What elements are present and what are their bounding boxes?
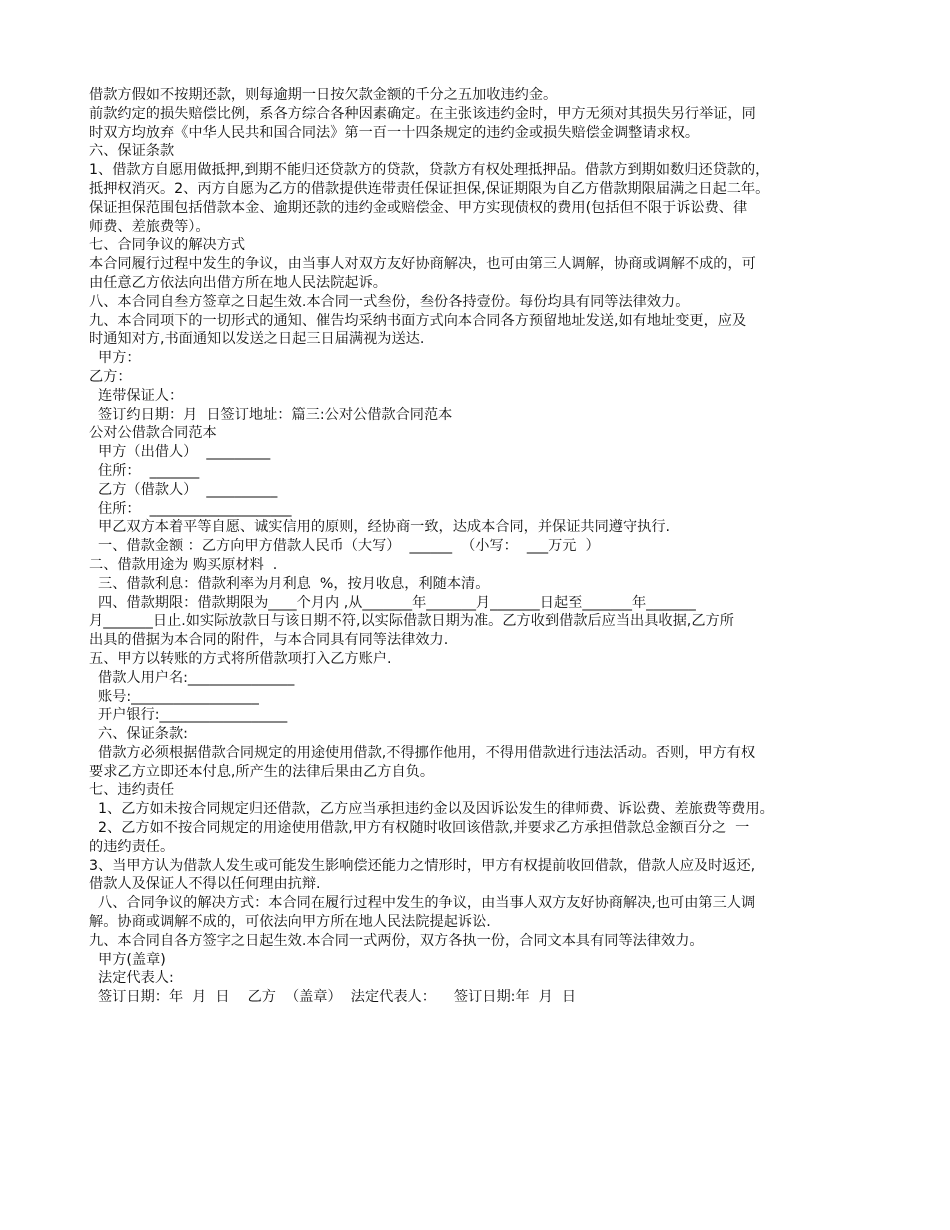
text-line: 甲乙双方本着平等自愿、诚实信用的原则，经协商一致，达成本合同，并保证共同遵守执行. — [89, 519, 671, 536]
text-line: 甲方(盖章) — [89, 951, 166, 968]
text-line: 住所： _______ — [89, 462, 200, 479]
text-line: 1、借款方自愿用做抵押,到期不能归还贷款方的贷款，贷款方有权处理抵押品。借款方到期如数归还贷款的， — [89, 162, 770, 179]
text-line: 八、合同争议的解决方式：本合同在履行过程中发生的争议，由当事人双方友好协商解决,也可由第三人调 — [89, 895, 756, 912]
text-line: 二、借款用途为 购买原材料 . — [89, 556, 278, 573]
text-line: 公对公借款合同范本 — [89, 425, 217, 442]
text-line: 要求乙方立即还本付息,所产生的法律后果由乙方自负。 — [89, 763, 435, 780]
text-line: 2、乙方如不按合同规定的用途使用借款,甲方有权随时收回该借款,并要求乙方承担借款总金额百分之 一 — [89, 820, 750, 837]
text-line: 连带保证人： — [89, 387, 184, 404]
text-line: 抵押权消灭。2、丙方自愿为乙方的借款提供连带责任保证担保,保证期限为自乙方借款期限届满之日起二年。 — [89, 180, 770, 197]
text-line: 借款方假如不按期还款，则每逾期一日按欠款金额的千分之五加收违约金。 — [89, 87, 558, 103]
text-line: 出具的借据为本合同的附件，与本合同具有同等法律效力. — [89, 632, 449, 649]
text-line: 乙方（借款人） __________ — [89, 481, 278, 498]
text-line: 开户银行:__________________ — [89, 707, 288, 724]
text-line: 八、本合同自叁方签章之日起生效.本合同一式叁份，叁份各持壹份。每份均具有同等法律效力。 — [89, 293, 690, 310]
text-line: 法定代表人: — [89, 970, 174, 987]
text-line: 三、借款利息：借款利率为月利息 %，按月收息，利随本清。 — [89, 575, 490, 592]
text-line: 五、甲方以转账的方式将所借款项打入乙方账户. — [89, 650, 392, 667]
text-line: 1、乙方如未按合同规定归还借款，乙方应当承担违约金以及因诉讼发生的律师费、诉讼费、差旅费等费用。 — [89, 801, 774, 818]
text-line: 乙方： — [89, 368, 132, 385]
text-line: 的违约责任。 — [89, 838, 175, 855]
text-line: 甲方： — [89, 350, 141, 367]
text-line: 师费、差旅费等）。 — [89, 218, 210, 235]
text-line: 九、本合同自各方签字之日起生效.本合同一式两份，双方各执一份，合同文本具有同等法律效力。 — [89, 932, 704, 949]
text-line: 月_______日止.如实际放款日与该日期不符,以实际借款日期为准。乙方收到借款后应当出具收据,乙方所 — [89, 613, 734, 630]
document-body — [89, 86, 869, 1007]
text-line: 七、合同争议的解决方式 — [89, 237, 246, 254]
text-line: 时通知对方,书面通知以发送之日起三日届满视为送达. — [89, 331, 425, 348]
text-line: 借款方必须根据借款合同规定的用途使用借款,不得挪作他用，不得用借款进行违法活动。否则，甲方有权 — [89, 744, 756, 761]
text-line: 前款约定的损失赔偿比例，系各方综合各种因素确定。在主张该违约金时，甲方无须对其损失另行举证，同 — [89, 105, 756, 122]
text-line: 住所： ____________________ — [89, 500, 292, 517]
text-line: 借款人用户名:_______________ — [89, 669, 295, 686]
text-line: 甲方（出借人） _________ — [89, 444, 271, 461]
text-line: 一、借款金额 ：乙方向甲方借款人民币（大写） ______ （小写： ___万元 ） — [89, 538, 600, 555]
text-line: 解。协商或调解不成的，可依法向甲方所在地人民法院提起诉讼. — [89, 914, 491, 931]
text-line: 七、违约责任 — [89, 782, 175, 799]
text-line: 借款人及保证人不得以任何理由抗辩. — [89, 876, 321, 893]
text-line: 六、保证条款 — [89, 143, 175, 160]
text-line: 签订约日期：月 日签订地址：篇三:公对公借款合同范本 — [89, 406, 453, 423]
text-line: 本合同履行过程中发生的争议，由当事人对双方友好协商解决，也可由第三人调解，协商或调解不成的，可 — [89, 256, 756, 273]
text-line: 四、借款期限：借款期限为____个月内 ,从_______年_______月_______日起至_______年_______ — [89, 594, 696, 611]
text-line: 签订日期：年 月 日 乙方 （盖章） 法定代表人： 签订日期:年 月 日 — [89, 989, 577, 1006]
text-line: 账号:__________________ — [89, 688, 259, 705]
text-line: 3、当甲方认为借款人发生或可能发生影响偿还能力之情形时，甲方有权提前收回借款，借款人应及时返还, — [89, 857, 756, 874]
text-line: 由任意乙方依法向出借方所在地人民法院起诉。 — [89, 274, 387, 291]
text-line: 六、保证条款: — [89, 726, 188, 743]
text-line: 九、本合同项下的一切形式的通知、催告均采纳书面方式向本合同各方预留地址发送,如有地址变更，应及 — [89, 312, 747, 329]
text-line: 时双方均放弃《中华人民共和国合同法》第一百一十四条规定的违约金或损失赔偿金调整请求权。 — [89, 124, 700, 141]
text-line: 保证担保范围包括借款本金、逾期还款的违约金或赔偿金、甲方实现债权的费用(包括但不限于诉讼费、律 — [89, 199, 748, 216]
